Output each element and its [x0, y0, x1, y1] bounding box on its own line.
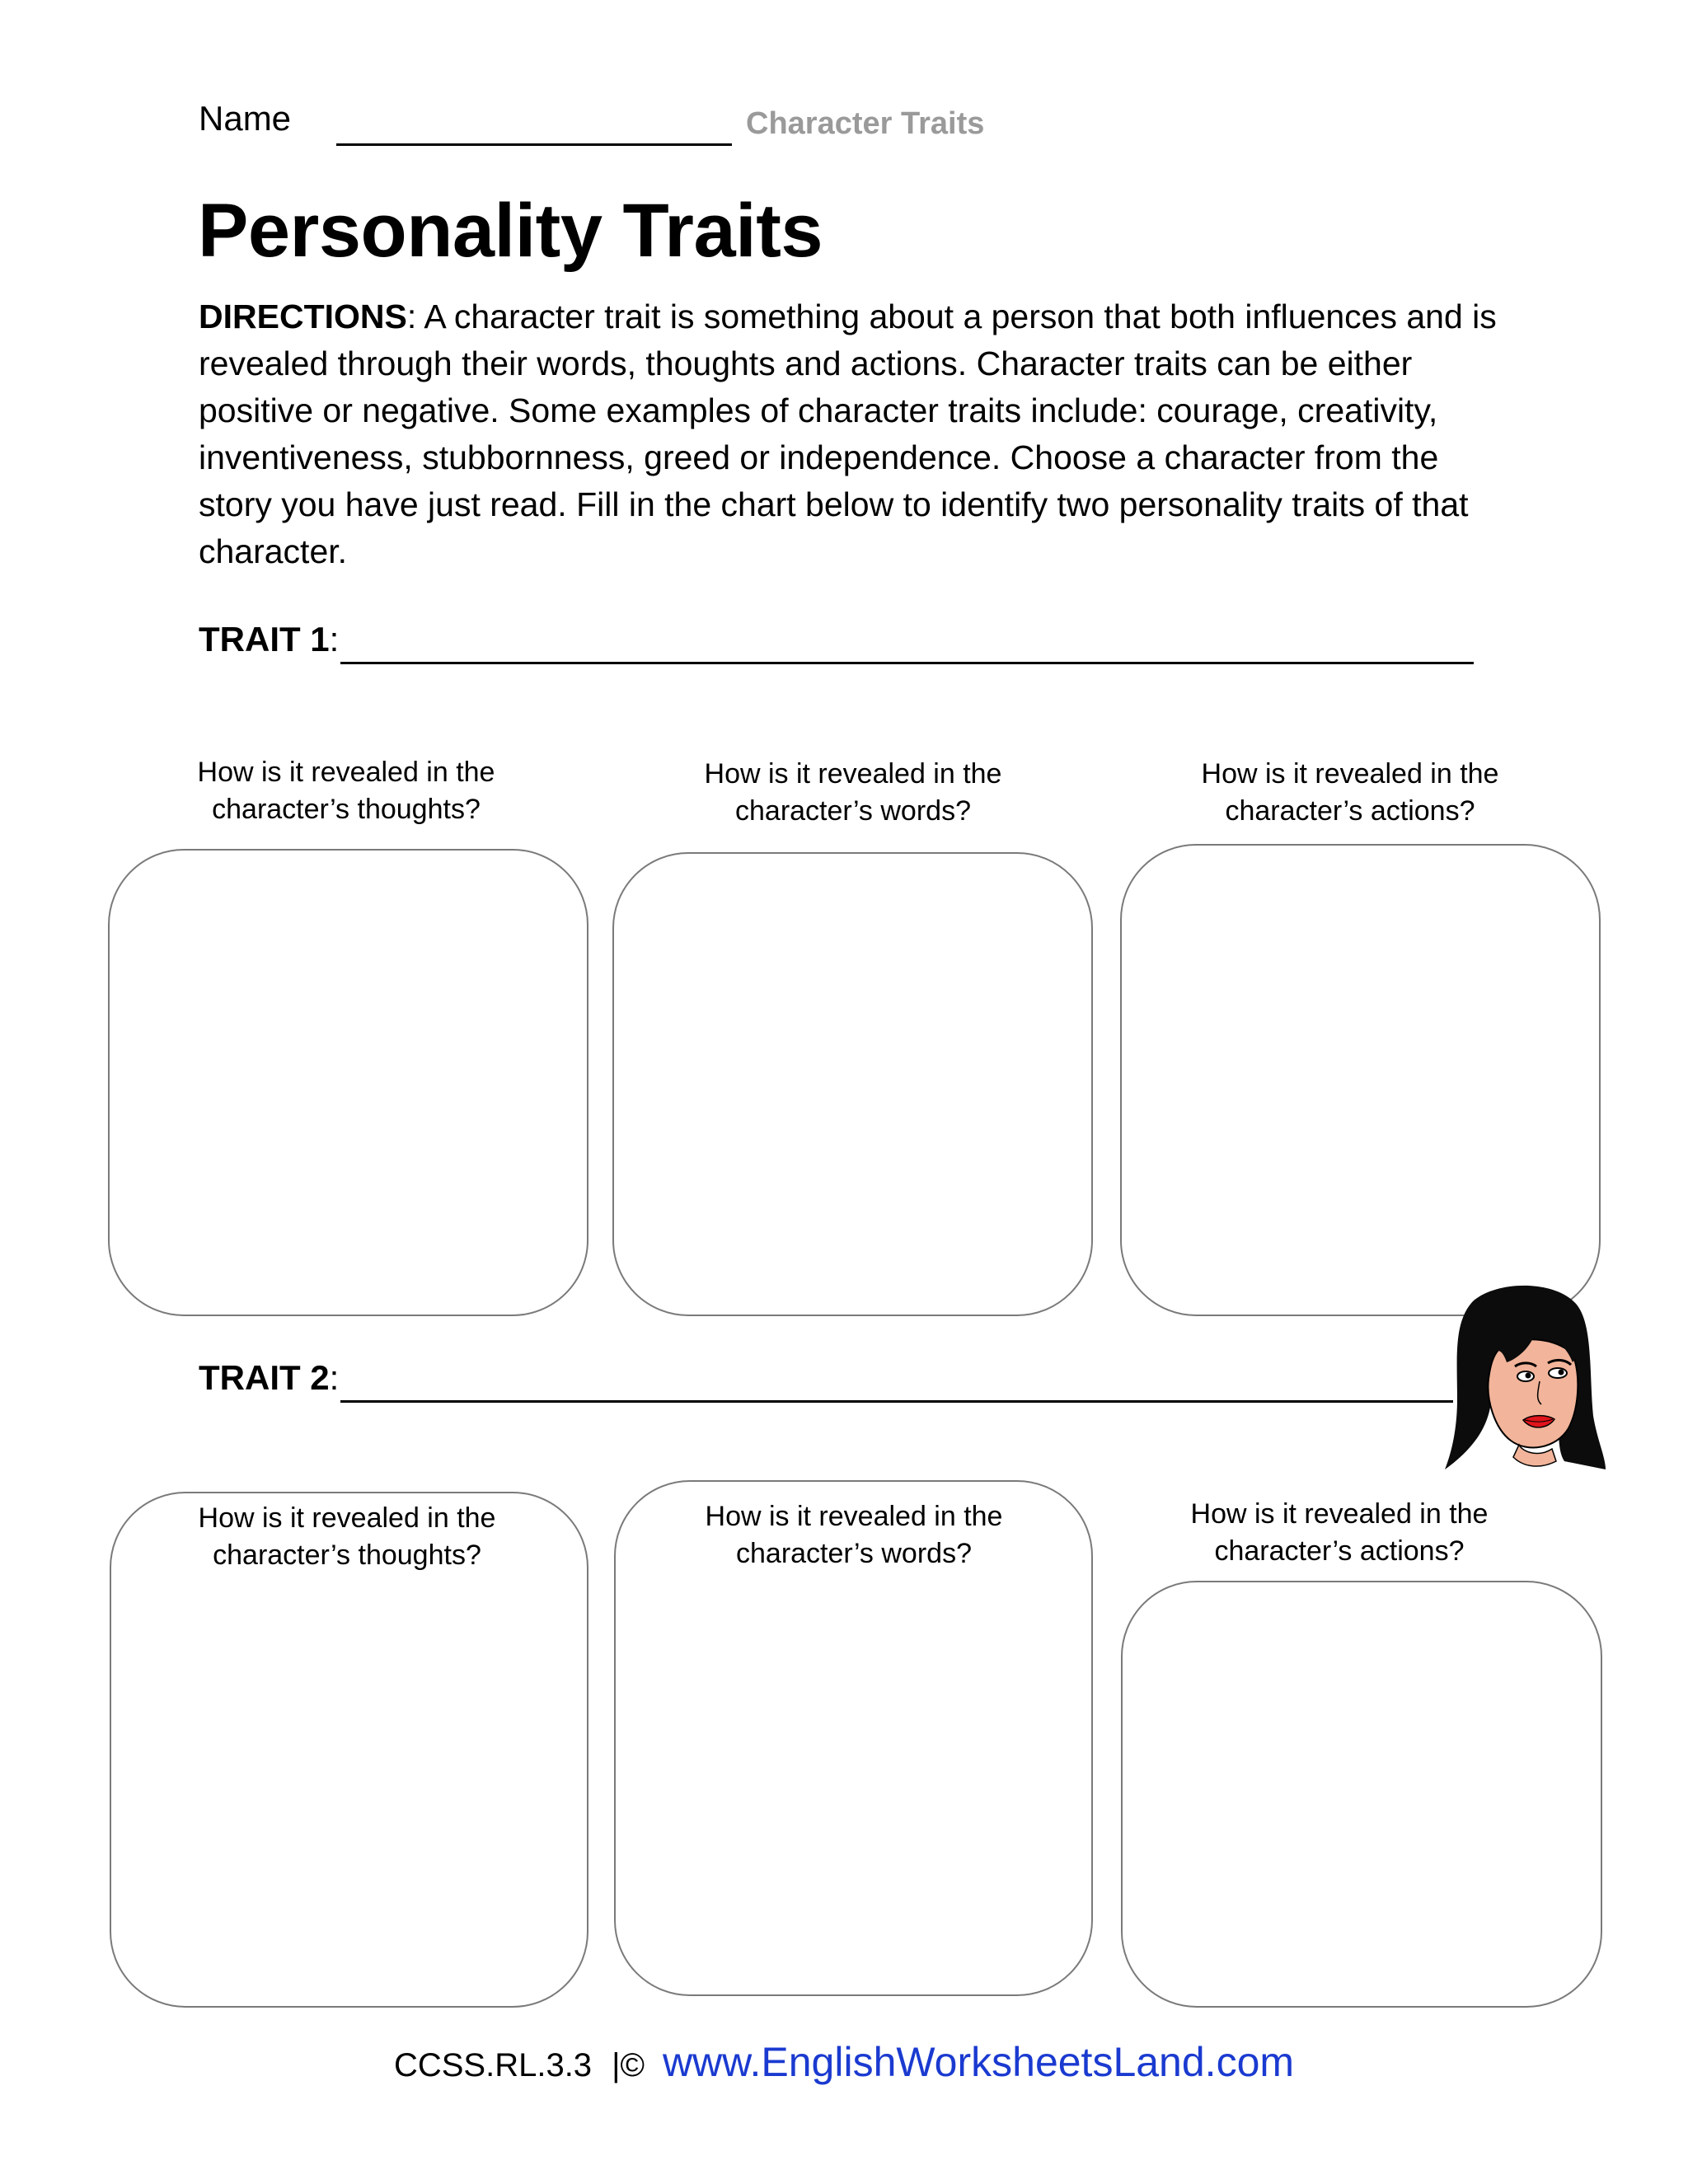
footer-copyright: |© — [612, 2047, 645, 2083]
trait-1-row — [199, 620, 339, 659]
name-input-line[interactable] — [336, 143, 732, 146]
trait-1-colon: : — [329, 620, 340, 658]
directions-label: DIRECTIONS — [199, 298, 407, 335]
worksheet-subject: Character Traits — [746, 106, 985, 141]
trait-1-words-question: How is it revealed in the character’s words? — [704, 758, 1002, 827]
trait-2-actions-box[interactable] — [1121, 1581, 1602, 2008]
trait-1-thoughts-box[interactable] — [108, 849, 588, 1316]
directions-paragraph — [199, 293, 1517, 575]
name-label: Name — [199, 99, 292, 138]
trait-2-colon: : — [329, 1358, 340, 1397]
trait-2-row — [199, 1358, 339, 1398]
trait-2-input-line[interactable] — [340, 1400, 1453, 1403]
trait-2-actions-question: How is it revealed in the character’s actions? — [1190, 1498, 1489, 1567]
footer-website-link[interactable]: www.EnglishWorksheetsLand.com — [662, 2039, 1295, 2085]
trait-2-label: TRAIT 2 — [199, 1358, 330, 1397]
trait-2-thoughts-question: How is it revealed in the character’s thoughts? — [198, 1502, 496, 1571]
trait-1-label: TRAIT 1 — [199, 620, 330, 658]
footer-standard: CCSS.RL.3.3 — [393, 2047, 593, 2083]
trait-2-words-question: How is it revealed in the character’s words? — [705, 1501, 1003, 1569]
girl-face-icon — [1441, 1284, 1607, 1475]
trait-1-thoughts-question: How is it revealed in the character’s thoughts? — [197, 757, 495, 825]
trait-1-actions-question: How is it revealed in the character’s actions? — [1201, 758, 1499, 827]
trait-1-words-box[interactable] — [612, 852, 1093, 1316]
trait-1-actions-box[interactable] — [1120, 844, 1601, 1316]
page-title: Personality Traits — [198, 189, 823, 273]
directions-text: : A character trait is something about a person that both influences and is revealed through their words, thoughts and actions. Character traits can be either positive or negative. Some examples of character traits include: courage, creativity, inventiveness, stubbornness, greed or independence. Choose a character from the story you have just read. Fill in the chart below to identify two personality traits of that character. — [199, 298, 1497, 570]
footer — [0, 2038, 1688, 2086]
trait-1-input-line[interactable] — [340, 662, 1474, 664]
